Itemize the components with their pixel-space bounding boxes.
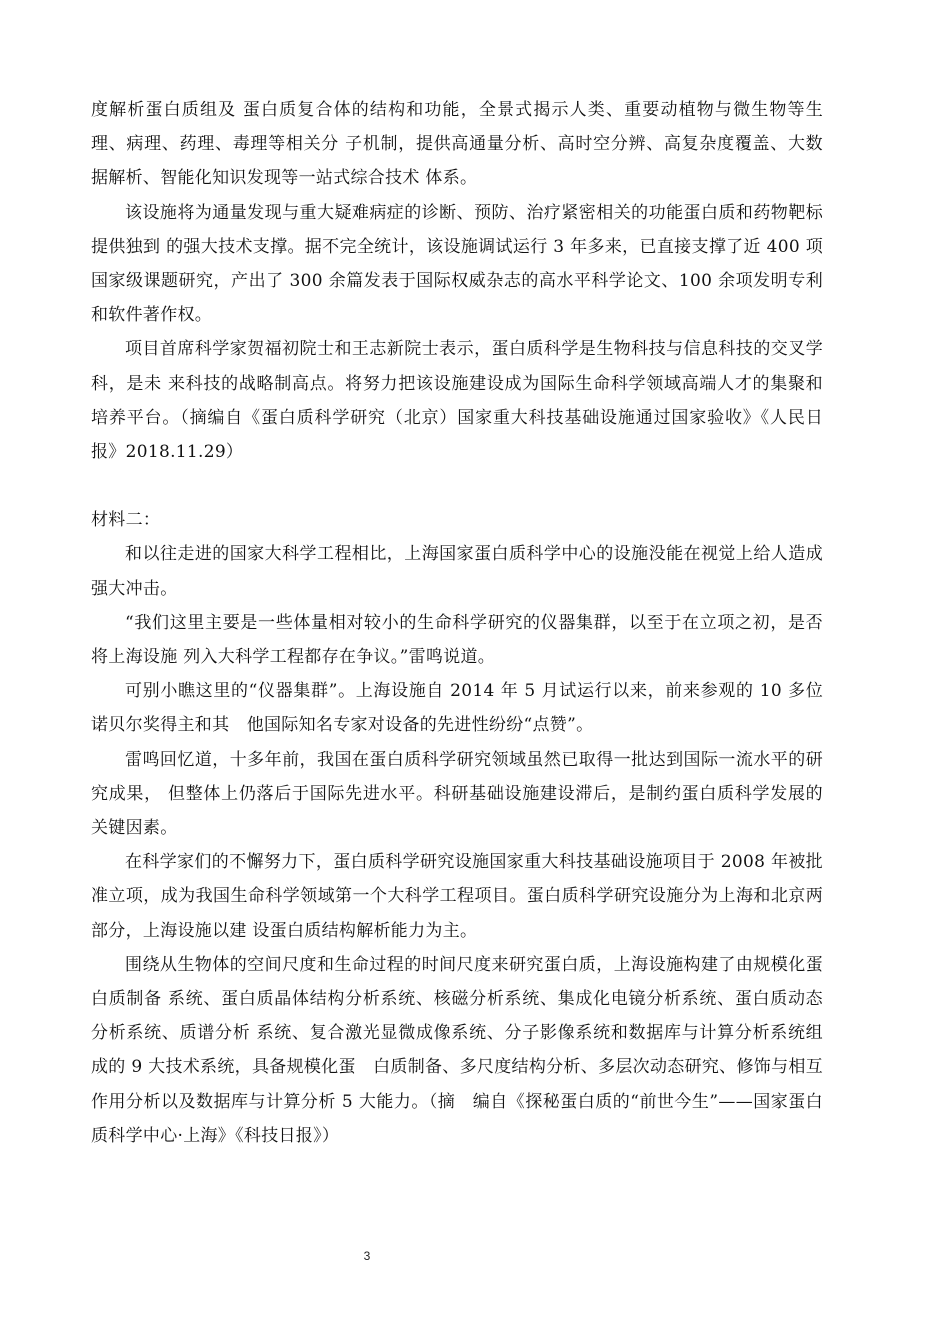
- paragraph: 雷鸣回忆道，十多年前，我国在蛋白质科学研究领域虽然已取得一批达到国际一流水平的研究成果， 但整体上仍落后于国际先进水平。科研基础设施建设滞后，是制约蛋白质科学发展的关键因素。: [91, 749, 823, 839]
- paragraph: “我们这里主要是一些体量相对较小的生命科学研究的仪器集群，以至于在立项之初，是否将上海设施 列入大科学工程都存在争议。”雷鸣说道。: [91, 612, 823, 668]
- paragraph: 和以往走进的国家大科学工程相比，上海国家蛋白质科学中心的设施没能在视觉上给人造成强大冲击。: [91, 544, 823, 599]
- document-body: [91, 93, 823, 1153]
- paragraph: 围绕从生物体的空间尺度和生命过程的时间尺度来研究蛋白质，上海设施构建了由规模化蛋白质制备 系统、蛋白质晶体结构分析系统、核磁分析系统、集成化电镜分析系统、蛋白质动态分析系统、质谱分析 系统、复合激光显微成像系统、分子影像系统和数据库与计算分析系统组成的 9 大技术系统，具备规模化蛋 白质制备、多尺度结构分析、多层次动态研究、修饰与相互作用分析以及数据库与计算分析 5 大能力。（摘 编自《探秘蛋白质的“前世今生”——国家蛋白质科学中心·上海》《科技日报》）: [91, 954, 823, 1146]
- paragraph: 项目首席科学家贺福初院士和王志新院士表示，蛋白质科学是生物科技与信息科技的交叉学科，是未 来科技的战略制高点。将努力把该设施建设成为国际生命科学领域高端人才的集聚和培养平台。（摘编自《蛋白质科学研究（北京）国家重大科技基础设施通过国家验收》《人民日报》2018.11.29）: [91, 339, 823, 463]
- paragraph: 可别小瞧这里的“仪器集群”。上海设施自 2014 年 5 月试运行以来，前来参观的 10 多位诺贝尔奖得主和其 他国际知名专家对设备的先进性纷纷“点赞”。: [91, 681, 823, 736]
- section-label: 材料二：: [91, 510, 161, 531]
- page-number: 3: [363, 1249, 371, 1263]
- paragraph-continued: 度解析蛋白质组及 蛋白质复合体的结构和功能，全景式揭示人类、重要动植物与微生物等生理、病理、药理、毒理等相关分 子机制，提供高通量分析、高时空分辨、高复杂度覆盖、大数据解析、智能化知识发现等一站式综合技术 体系。: [91, 100, 823, 189]
- section-spacer: [91, 469, 823, 503]
- paragraph: 在科学家们的不懈努力下，蛋白质科学研究设施国家重大科技基础设施项目于 2008 年被批准立项，成为我国生命科学领域第一个大科学工程项目。蛋白质科学研究设施分为上海和北京两部分，上海设施以建 设蛋白质结构解析能力为主。: [91, 852, 823, 941]
- paragraph: 该设施将为通量发现与重大疑难病症的诊断、预防、治疗紧密相关的功能蛋白质和药物靶标提供独到 的强大技术支撑。据不完全统计，该设施调试运行 3 年多来，已直接支撑了近 400 项国家级课题研究，产出了 300 余篇发表于国际权威杂志的高水平科学论文、100 余项发明专利和软件著作权。: [91, 202, 823, 326]
